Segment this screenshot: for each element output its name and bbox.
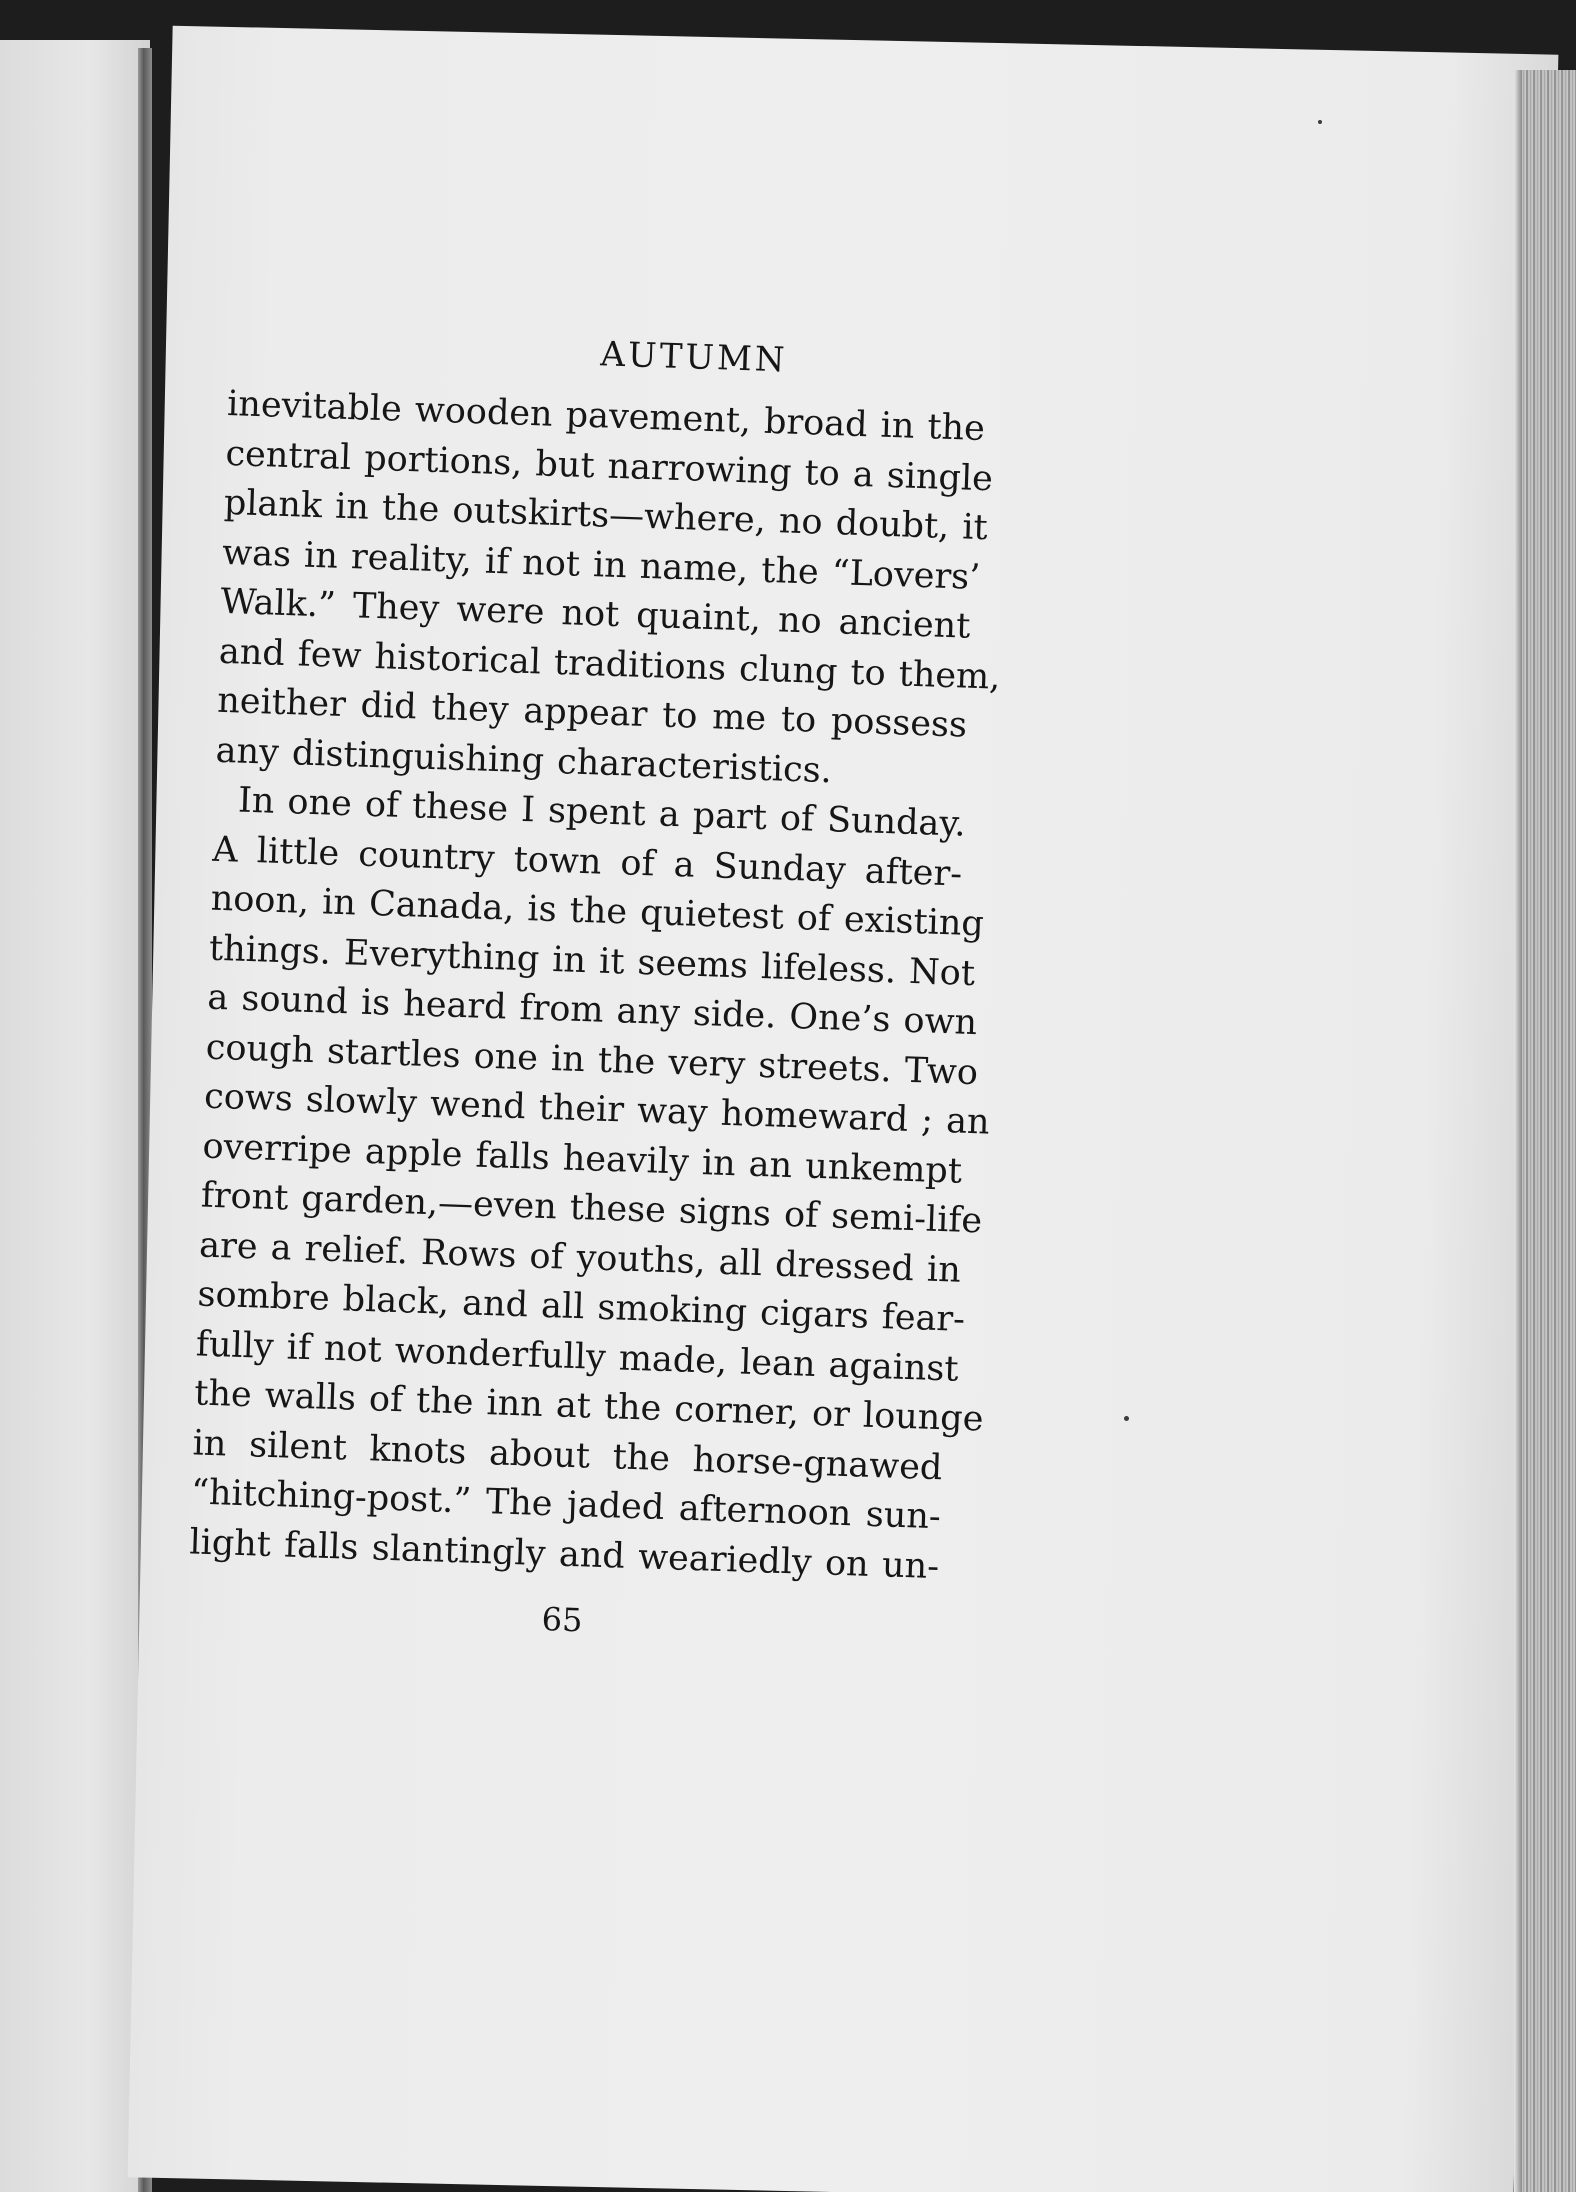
paper-speck xyxy=(1318,120,1322,124)
text-line: things. Everything in it seems lifeless. Not xyxy=(208,928,976,994)
text-line: overripe apple falls heavily in an unkempt xyxy=(201,1126,963,1192)
text-line: Walk.” They were not quaint, no ancient xyxy=(219,581,971,647)
page-text-block xyxy=(187,320,1130,1659)
body-text xyxy=(189,380,1128,1597)
text-line: A little country town of a Sunday after- xyxy=(211,829,963,895)
text-line: plank in the outskirts—where, no doubt, it xyxy=(223,482,989,549)
text-line: noon, in Canada, is the quietest of existing xyxy=(210,878,985,945)
text-line: light falls slantingly and weariedly on un- xyxy=(188,1521,940,1587)
book-block-edges xyxy=(1522,70,1576,2192)
page-edge-shadow xyxy=(1514,70,1522,2192)
paper-speck xyxy=(1124,1416,1129,1421)
text-line: “hitching-post.” The jaded afternoon sun- xyxy=(190,1472,942,1538)
text-line: was in reality, if not in name, the “Lovers’ xyxy=(221,532,981,598)
text-line: inevitable wooden pavement, broad in the xyxy=(226,383,986,450)
text-line: central portions, but narrowing to a single xyxy=(224,433,994,499)
page-number: 65 xyxy=(541,1600,584,1640)
text-line: fully if not wonderfully made, lean against xyxy=(195,1323,960,1390)
text-line: cows slowly wend their way homeward ; an xyxy=(203,1076,991,1143)
text-line: in silent knots about the horse-gnawed xyxy=(192,1422,944,1488)
text-line: front garden,—even these signs of semi-life xyxy=(200,1175,983,1242)
text-line: and few historical traditions clung to them, xyxy=(218,631,1002,698)
text-line: cough startles one in the very streets. Two xyxy=(205,1027,979,1093)
text-line: sombre black, and all smoking cigars fear- xyxy=(197,1274,966,1340)
text-line: neither did they appear to me to possess xyxy=(216,680,968,746)
text-line: are a relief. Rows of youths, all dressed in xyxy=(198,1225,962,1291)
text-line: the walls of the inn at the corner, or lounge xyxy=(193,1373,985,1440)
paragraph-first-line: In one of these I spent a part of Sunday. xyxy=(237,780,967,845)
text-line: any distinguishing characteristics. xyxy=(215,730,833,791)
text-line: a sound is heard from any side. One’s own xyxy=(206,977,978,1044)
running-head: AUTUMN xyxy=(599,334,789,381)
facing-page-edge xyxy=(0,40,150,2192)
